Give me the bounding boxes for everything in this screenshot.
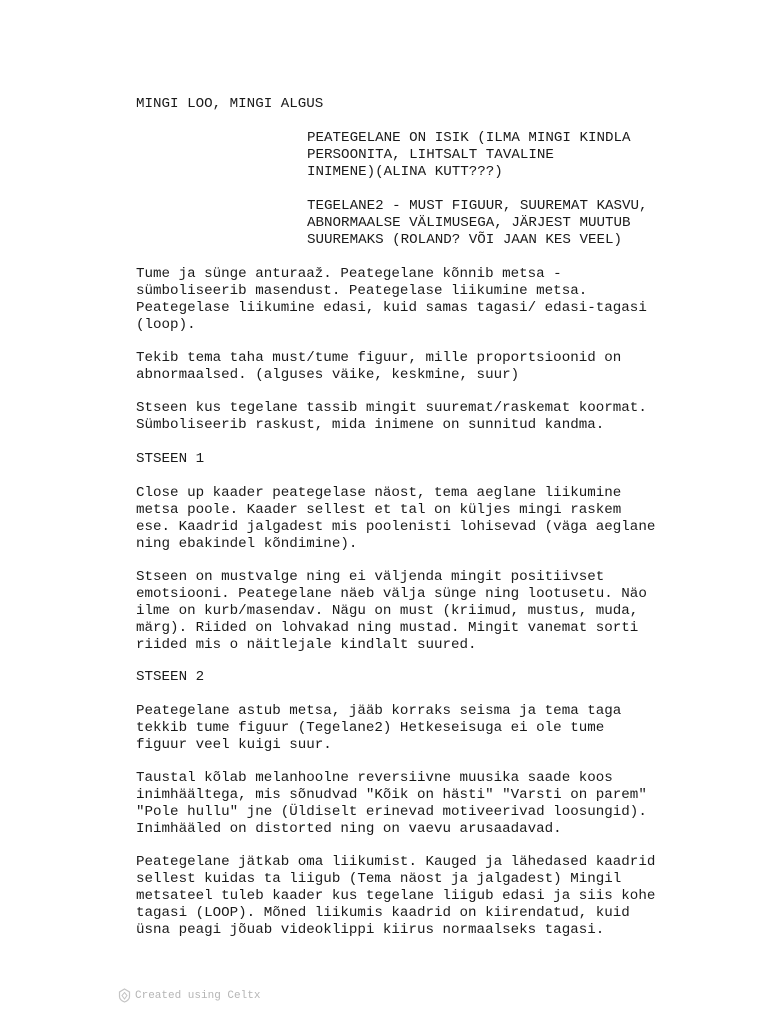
- celtx-logo-icon: [118, 988, 131, 1003]
- scene1-paragraph-1: Close up kaader peategelase näost, tema aeglane liikumine metsa poole. Kaader sellest et tal on küljes mingi raskem ese. Kaadrid jalgadest mis poolenisti lohisevad (väga aeglane ning ebakindel kõndimine).: [136, 485, 656, 552]
- scene2-paragraph-2: Taustal kõlab melanhoolne reversiivne muusika saade koos inimhäältega, mis sõnudvad "Kõik on hästi" "Varsti on parem" "Pole hullu" jne (Üldiselt erinevad motiveerivad loosungid). Inimhääled on distorted ning on vaevu arusaadavad.: [136, 770, 647, 837]
- scene-heading-1: STSEEN 1: [136, 451, 205, 467]
- scene-heading-2: STSEEN 2: [136, 669, 205, 685]
- intro-paragraph-3: Stseen kus tegelane tassib mingit suuremat/raskemat koormat. Sümboliseerib raskust, mida inimene on sunnitud kandma.: [136, 400, 647, 433]
- intro-paragraph-1: Tume ja sünge anturaaž. Peategelane kõnnib metsa - sümboliseerib masendust. Peategelase liikumine metsa. Peategelase liikumine edasi, kuid samas tagasi/ edasi-tagasi (loop).: [136, 266, 647, 333]
- scene2-paragraph-3: Peategelane jätkab oma liikumist. Kauged ja lähedased kaadrid sellest kuidas ta liigub (Tema näost ja jalgadest) Mingil metsateel tuleb kaader kus tegelane liigub edasi ja siis kohe tagasi (LOOP). Mõned liikumis kaadrid on kiirendatud, kuid üsna peagi jõuab videoklippi kiirus normaalseks tagasi.: [136, 854, 656, 938]
- footer-text[interactable]: Created using Celtx: [135, 989, 261, 1002]
- character-description-1: PEATEGELANE ON ISIK (ILMA MINGI KINDLA PERSOONITA, LIHTSALT TAVALINE INIMENE)(ALINA KUTT???): [307, 130, 631, 180]
- intro-paragraph-2: Tekib tema taha must/tume figuur, mille proportsioonid on abnormaalsed. (alguses väike, keskmine, suur): [136, 350, 622, 383]
- footer-credit: [118, 988, 260, 1003]
- scene2-paragraph-1: Peategelane astub metsa, jääb korraks seisma ja tema taga tekkib tume figuur (Tegelane2) Hetkeseisuga ei ole tume figuur veel kuigi suur.: [136, 703, 622, 753]
- character-description-2: TEGELANE2 - MUST FIGUUR, SUUREMAT KASVU, ABNORMAALSE VÄLIMUSEGA, JÄRJEST MUUTUB SUUREMAKS (ROLAND? VÕI JAAN KES VEEL): [307, 198, 648, 248]
- scene1-paragraph-2: Stseen on mustvalge ning ei väljenda mingit positiivset emotsiooni. Peategelane näeb välja sünge ning lootusetu. Näo ilme on kurb/masendav. Nägu on must (kriimud, mustus, muda, märg). Riided on lohvakad ning mustad. Mingit vanemat sorti riided mis o näitlejale kindlalt suured.: [136, 569, 647, 653]
- page-title: MINGI LOO, MINGI ALGUS: [136, 96, 324, 112]
